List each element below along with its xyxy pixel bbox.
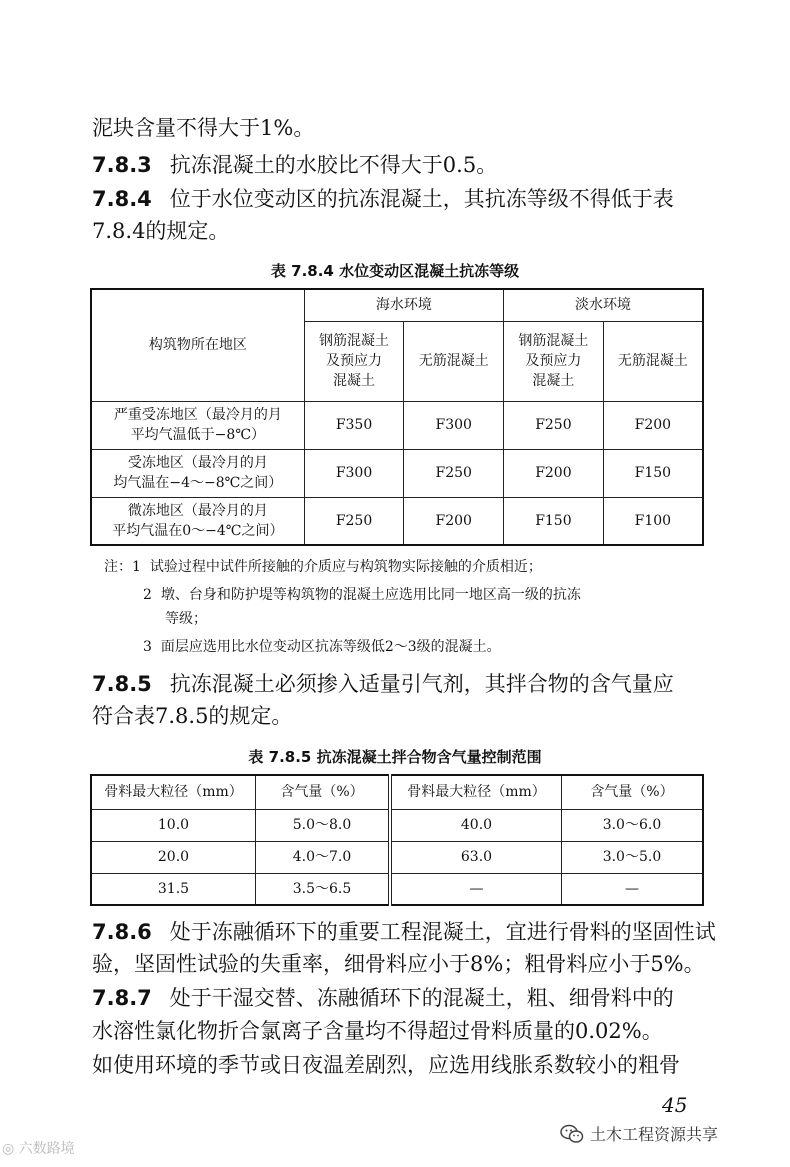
clause-text: 位于水位变动区的抗冻混凝土，其抗冻等级不得低于表: [169, 187, 674, 211]
clause-7-8-7: [92, 982, 674, 1014]
page-number: 45: [662, 1093, 688, 1117]
value-cell: F250: [504, 401, 604, 449]
value-cell: F150: [504, 497, 604, 545]
header-line: 钢筋混凝土: [319, 333, 390, 349]
value-cell: 31.5: [91, 873, 255, 905]
region-line: 平均气温低于−8℃）: [130, 427, 265, 443]
paragraph-continued: 泥块含量不得大于1%。: [92, 116, 315, 140]
header-line: 及预应力: [525, 353, 582, 369]
clause-number: 7.8.5: [92, 672, 152, 696]
note-text: 面层应选用比水位变动区抗冻等级低2～3级的混凝土。: [160, 639, 501, 655]
value-cell: 5.0～8.0: [255, 809, 390, 841]
value-cell: F300: [404, 401, 504, 449]
table-row: [91, 401, 703, 449]
watermark-left: [2, 1138, 75, 1158]
value-cell: 10.0: [91, 809, 255, 841]
clause-text: 抗冻混凝土必须掺入适量引气剂，其拌合物的含气量应: [169, 672, 674, 696]
note-1: [104, 556, 542, 578]
clause-7-8-7-line3: 如使用环境的季节或日夜温差剧烈，应选用线胀系数较小的粗骨: [92, 1053, 680, 1077]
clause-number: 7.8.3: [92, 153, 152, 177]
table-row: [91, 873, 703, 905]
value-cell: —: [390, 873, 561, 905]
header-line: 混凝土: [333, 373, 376, 389]
header-aggregate-size: 骨料最大粒径（mm）: [91, 775, 255, 809]
value-cell: 4.0～7.0: [255, 841, 390, 873]
header-region: 构筑物所在地区: [91, 289, 304, 401]
header-line: 及预应力: [326, 353, 383, 369]
header-fresh-water: 淡水环境: [504, 289, 703, 321]
value-cell: F100: [603, 497, 703, 545]
header-line: 钢筋混凝土: [518, 333, 589, 349]
note-text: 试验过程中试件所接触的介质应与构筑物实际接触的介质相近；: [149, 559, 542, 575]
table-row: [91, 497, 703, 545]
region-line: 平均气温在0～−4℃之间）: [112, 522, 284, 539]
clause-7-8-7-line2: 水溶性氯化物折合氯离子含量均不得超过骨料质量的0.02%。: [92, 1019, 663, 1043]
table-header-row: [91, 289, 703, 321]
value-cell: F250: [404, 449, 504, 497]
value-cell: F350: [304, 401, 404, 449]
table2-caption: 表 7.8.5 抗冻混凝土拌合物含气量控制范围: [248, 748, 542, 766]
note-2-cont: 等级；: [165, 611, 207, 627]
header-sea-reinforced: [304, 321, 404, 401]
value-cell: 3.0～5.0: [561, 841, 703, 873]
note-3: [143, 636, 501, 658]
watermark-right-text: 土木工程资源共享: [590, 1125, 719, 1144]
header-air-content: 含气量（%）: [561, 775, 703, 809]
clause-text: 抗冻混凝土的水胶比不得大于0.5。: [169, 153, 498, 177]
region-cell: [91, 497, 304, 545]
value-cell: F150: [603, 449, 703, 497]
value-cell: 63.0: [390, 841, 561, 873]
table-row: [91, 841, 703, 873]
frost-grade-table: [90, 288, 704, 546]
watermark-right: [560, 1122, 718, 1145]
watermark-logo-icon: ◎: [2, 1141, 19, 1157]
region-line: 严重受冻地区（最冷月的月: [113, 407, 282, 423]
value-cell: 3.0～6.0: [561, 809, 703, 841]
note-text: 墩、台身和防护堤等构筑物的混凝土应选用比同一地区高一级的抗冻: [160, 587, 581, 603]
region-line: 微冻地区（最冷月的月: [127, 502, 268, 519]
value-cell: —: [561, 873, 703, 905]
table1-caption: 表 7.8.4 水位变动区混凝土抗冻等级: [270, 262, 520, 280]
value-cell: F300: [304, 449, 404, 497]
clause-text: 处于冻融循环下的重要工程混凝土，宜进行骨料的坚固性试: [169, 920, 716, 944]
header-air-content: 含气量（%）: [255, 775, 390, 809]
header-fresh-reinforced: [504, 321, 604, 401]
clause-number: 7.8.6: [92, 920, 152, 944]
region-line: 均气温在−4～−8℃之间）: [113, 475, 283, 491]
table-header-row: [91, 775, 703, 809]
value-cell: F200: [603, 401, 703, 449]
note-2: [143, 584, 581, 606]
value-cell: F200: [504, 449, 604, 497]
clause-7-8-5-line2: 符合表7.8.5的规定。: [92, 704, 293, 728]
clause-7-8-6: [92, 916, 716, 948]
header-line: 混凝土: [532, 373, 575, 389]
clause-7-8-6-line2: 验，坚固性试验的失重率，细骨料应小于8%；粗骨料应小于5%。: [92, 952, 705, 976]
header-fresh-plain: 无筋混凝土: [603, 321, 703, 401]
value-cell: 3.5～6.5: [255, 873, 390, 905]
region-cell: [91, 401, 304, 449]
note-number: 2: [143, 587, 152, 603]
clause-7-8-3: [92, 149, 497, 181]
clause-number: 7.8.7: [92, 986, 152, 1010]
value-cell: F200: [404, 497, 504, 545]
header-sea-plain: 无筋混凝土: [404, 321, 504, 401]
clause-7-8-5: [92, 668, 674, 700]
clause-7-8-4: [92, 183, 674, 215]
header-aggregate-size: 骨料最大粒径（mm）: [390, 775, 561, 809]
header-sea-water: 海水环境: [304, 289, 503, 321]
value-cell: F250: [304, 497, 404, 545]
table-row: [91, 809, 703, 841]
air-content-table: [90, 774, 704, 906]
clause-text: 处于干湿交替、冻融循环下的混凝土，粗、细骨料中的: [169, 986, 674, 1010]
clause-number: 7.8.4: [92, 187, 152, 211]
region-line: 受冻地区（最冷月的月: [127, 455, 268, 471]
note-number: 3: [143, 639, 152, 655]
table-row: [91, 449, 703, 497]
value-cell: 20.0: [91, 841, 255, 873]
clause-7-8-4-line2: 7.8.4的规定。: [92, 219, 230, 243]
value-cell: 40.0: [390, 809, 561, 841]
watermark-left-text: 六数路境: [18, 1141, 75, 1157]
note-label: 注：1: [104, 559, 141, 575]
wechat-icon: [560, 1124, 584, 1144]
region-cell: [91, 449, 304, 497]
